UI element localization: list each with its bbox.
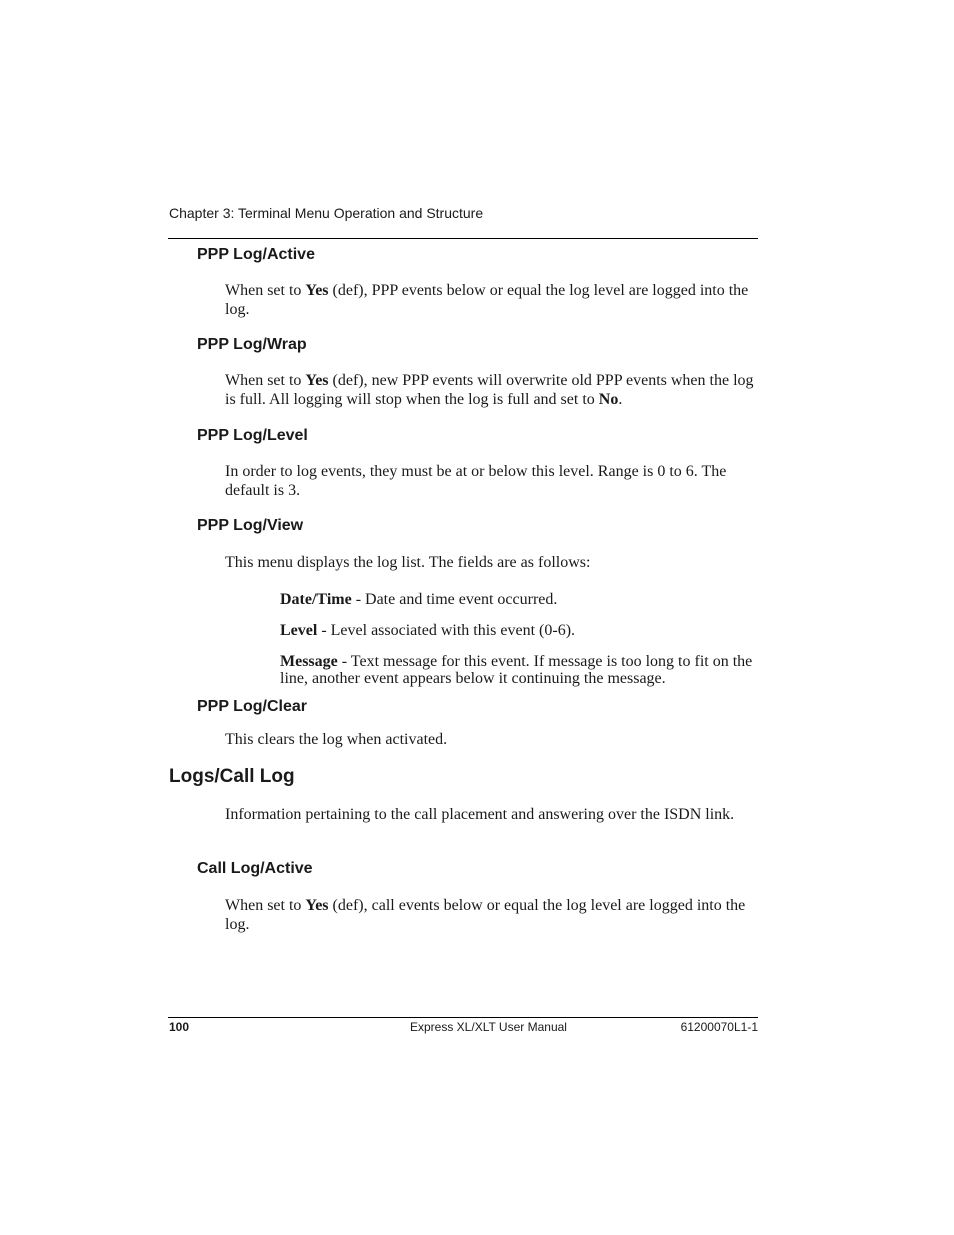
paragraph-call-log-active	[225, 896, 758, 934]
bold-no: No	[598, 391, 619, 408]
text: When set to	[225, 282, 306, 299]
heading-ppp-log-clear: PPP Log/Clear	[197, 698, 307, 715]
text: (def), new PPP events will overwrite old PPP events when the log is full. All logging will stop when the log is full and set to	[225, 372, 754, 408]
manual-title: Express XL/XLT User Manual	[410, 1020, 567, 1034]
field-level	[280, 622, 758, 639]
text: When set to	[225, 372, 306, 389]
paragraph-logs-call-log: Information pertaining to the call placement and answering over the ISDN link.	[225, 806, 735, 823]
text: When set to	[225, 897, 306, 914]
field-desc: - Text message for this event. If message is too long to fit on the line, another event appears below it continuing the message.	[280, 653, 753, 687]
field-name: Message	[280, 653, 338, 670]
heading-ppp-log-wrap: PPP Log/Wrap	[197, 336, 307, 353]
footer-rule	[168, 1017, 758, 1018]
field-name: Level	[280, 622, 318, 639]
heading-ppp-log-active: PPP Log/Active	[197, 246, 315, 263]
heading-call-log-active: Call Log/Active	[197, 860, 313, 877]
field-name: Date/Time	[280, 591, 352, 608]
paragraph-ppp-log-level: In order to log events, they must be at or below this level. Range is 0 to 6. The default is 3.	[225, 463, 727, 499]
paragraph-ppp-log-wrap	[225, 371, 758, 409]
bold-yes: Yes	[305, 897, 329, 914]
paragraph-ppp-log-active	[225, 281, 758, 319]
page-number: 100	[169, 1020, 190, 1034]
field-date-time	[280, 591, 758, 608]
text: .	[618, 391, 623, 408]
heading-ppp-log-view: PPP Log/View	[197, 517, 304, 534]
running-head: Chapter 3: Terminal Menu Operation and Structure	[169, 205, 484, 221]
paragraph-ppp-log-view: This menu displays the log list. The fields are as follows:	[225, 554, 591, 571]
heading-logs-call-log: Logs/Call Log	[169, 766, 295, 787]
heading-ppp-log-level: PPP Log/Level	[197, 427, 308, 444]
header-rule	[168, 238, 758, 239]
field-desc: - Date and time event occurred.	[351, 591, 558, 608]
text: (def), call events below or equal the log level are logged into the log.	[225, 897, 746, 933]
bold-yes: Yes	[305, 282, 329, 299]
bold-yes: Yes	[305, 372, 329, 389]
field-desc: - Level associated with this event (0-6).	[317, 622, 576, 639]
field-message	[280, 653, 758, 687]
paragraph-ppp-log-clear: This clears the log when activated.	[225, 731, 448, 748]
text: (def), PPP events below or equal the log level are logged into the log.	[225, 282, 749, 318]
document-number: 61200070L1-1	[680, 1020, 758, 1034]
